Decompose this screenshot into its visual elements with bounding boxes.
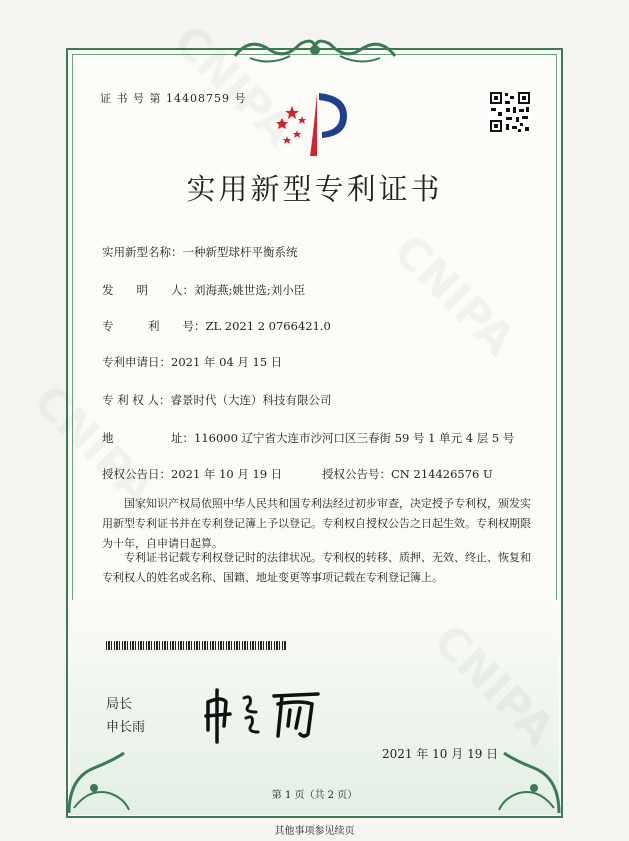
signature-date: 2021 年 10 月 19 日: [382, 747, 499, 761]
grant-number-value: CN 214426576 U: [391, 467, 493, 481]
certificate-number: [100, 90, 247, 106]
top-ornament: [230, 36, 400, 66]
certificate-number-label: 证 书 号 第: [100, 92, 162, 105]
certificate-number-value: 14408759: [166, 92, 230, 105]
filing-date-value: 2021 年 04 月 15 日: [171, 355, 283, 369]
corner-ornament-left: [64, 748, 134, 818]
inventor-label: 发 明 人：: [102, 283, 194, 297]
inventor-row: [102, 282, 305, 298]
signatory-title: 局长: [106, 697, 133, 712]
patent-number-row: [102, 318, 331, 334]
handwritten-signature: [200, 682, 330, 746]
grant-number-label: 授权公告号：: [322, 467, 391, 481]
address-row: [102, 430, 514, 446]
qr-code: [488, 90, 532, 134]
inventor-value: 刘海燕;姚世选;刘小臣: [194, 283, 306, 297]
patent-holder-value: 睿景时代（大连）科技有限公司: [170, 393, 332, 407]
patent-number-label: 专 利 号：: [102, 319, 206, 333]
page-number: 第 1 页（共 2 页）: [271, 790, 358, 801]
patent-number-value: ZL 2021 2 0766421.0: [205, 319, 331, 333]
legal-status-paragraph: 专利证书记载专利权登记时的法律状况。专利权的转移、质押、无效、终止、恢复和专利权人的姓名或名称、国籍、地址变更等事项记载在专利登记簿上。: [102, 551, 531, 584]
utility-model-name-label: 实用新型名称：: [102, 245, 183, 259]
grant-statement-paragraph: 国家知识产权局依照中华人民共和国专利法经过初步审查，决定授予专利权，颁发实用新型专利证书并在专利登记簿上予以登记。专利权自授权公告之日起生效。专利权期限为十年，自申请日起算。: [102, 497, 531, 550]
cnipa-logo: [272, 88, 362, 158]
utility-model-name-row: [102, 244, 298, 260]
certificate-number-suffix: 号: [234, 92, 247, 105]
grant-date-value: 2021 年 10 月 19 日: [171, 467, 283, 481]
signatory-name: 申长雨: [106, 720, 146, 735]
address-label: 地 址：: [102, 431, 194, 445]
grant-number-row: [322, 466, 493, 482]
filing-date-label: 专利申请日：: [102, 355, 171, 369]
address-value: 116000 辽宁省大连市沙河口区三春街 59 号 1 单元 4 层 5 号: [194, 431, 515, 445]
utility-model-name-value: 一种新型球杆平衡系统: [182, 245, 298, 259]
certificate-title: 实用新型专利证书: [186, 172, 443, 206]
grant-date-label: 授权公告日：: [102, 467, 171, 481]
grant-date-row: [102, 466, 282, 482]
barcode: [106, 641, 286, 650]
corner-ornament-right: [494, 748, 564, 818]
patent-holder-label: 专 利 权 人：: [102, 393, 171, 407]
patent-holder-row: [102, 392, 331, 408]
continuation-note: 其他事项参见续页: [274, 826, 355, 837]
filing-date-row: [102, 354, 282, 370]
